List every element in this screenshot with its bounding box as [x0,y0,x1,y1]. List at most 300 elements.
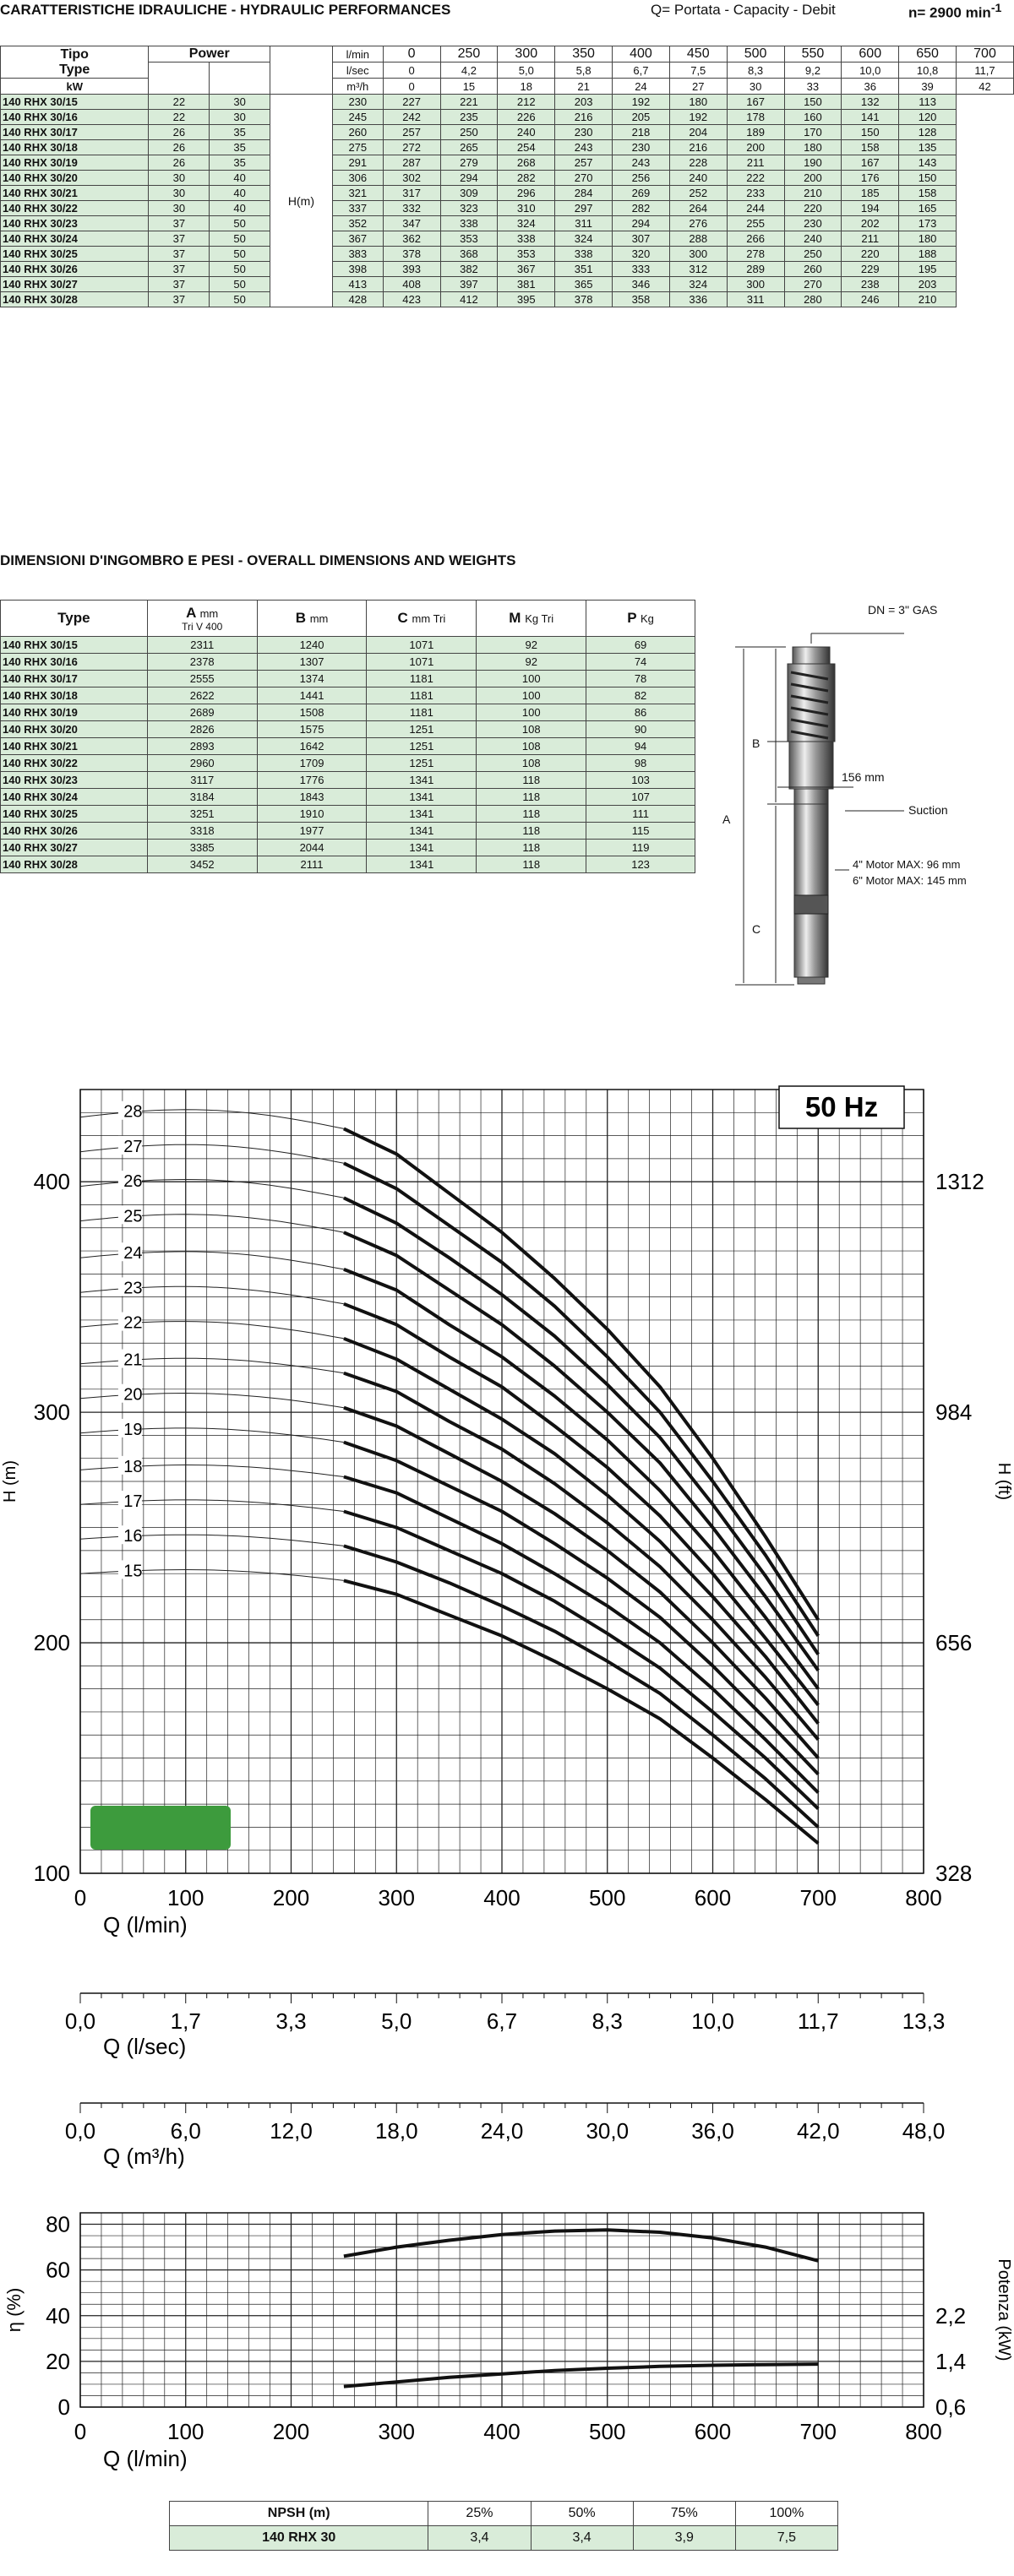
motor6-label: 6" Motor MAX: 145 mm [853,874,967,887]
head-value: 311 [555,216,613,231]
head-value: 282 [498,171,555,186]
mei-badge [90,1806,231,1850]
table-row [1,755,695,772]
head-value: 276 [669,216,727,231]
stage-label: 22 [123,1313,143,1333]
y-tick-label: 400 [33,1169,70,1195]
pump-dimension-drawing [701,591,1014,1022]
axis-tick-label: 3,3 [275,2008,307,2034]
axis-tick-label: 6,7 [486,2008,518,2034]
q-value: 18 [498,79,555,95]
axis-tick-label: 42,0 [796,2118,840,2144]
npsh-col: 75% [633,2502,735,2526]
unit-lmin: l/min [332,46,383,62]
q-value: 6,7 [613,62,670,79]
axis-tick-label: 24,0 [480,2118,524,2144]
head-value: 367 [332,231,383,247]
q-value: 11,7 [956,62,1013,79]
npsh-table [169,2501,838,2551]
dim-value: 100 [477,704,586,721]
axis-tick-label: 48,0 [902,2118,946,2144]
q-value: 30 [727,79,784,95]
stage-label: 18 [123,1457,143,1476]
axis-tick-label: 10,0 [691,2008,734,2034]
power-kw: 30 [149,186,210,201]
head-value: 226 [498,110,555,125]
stage-label: 17 [123,1492,143,1512]
head-value: 323 [440,201,498,216]
head-value: 194 [842,201,899,216]
section-title-hydraulic: CARATTERISTICHE IDRAULICHE - HYDRAULIC PERFORMANCES [0,2,451,18]
table-row [1,704,695,721]
head-value: 320 [613,247,670,262]
head-value: 132 [842,95,899,110]
axis-tick-label: 8,3 [592,2008,623,2034]
head-value: 227 [383,95,440,110]
head-value: 270 [555,171,613,186]
pump-type: 140 RHX 30/22 [1,755,148,772]
dim-value: 1977 [257,823,367,840]
head-value: 287 [383,155,440,171]
dim-value: 1341 [367,789,477,806]
head-value: 413 [332,277,383,292]
npsh-col: 25% [428,2502,531,2526]
head-value: 291 [332,155,383,171]
power-hp: 50 [210,277,270,292]
dim-value: 1307 [257,654,367,671]
head-value: 210 [899,292,957,307]
power-kw: 37 [149,247,210,262]
x-tick-label: 700 [799,2419,837,2444]
table-row [1,216,1014,231]
head-value: 324 [555,231,613,247]
y-tick-label: 0 [57,2394,70,2420]
head-value: 381 [498,277,555,292]
head-value: 242 [383,110,440,125]
head-value: 228 [669,155,727,171]
q-value: 0 [383,46,440,62]
power-hp: 40 [210,201,270,216]
dim-value: 1910 [257,806,367,823]
y-axis-label: H (m) [1,1460,19,1503]
dim-value: 2044 [257,840,367,856]
pump-type: 140 RHX 30/18 [1,687,148,704]
head-curve-chart [0,1073,1014,1976]
dim-value: 92 [477,637,586,654]
head-value: 240 [669,171,727,186]
head-curve-20 [344,1408,818,1758]
axis-tick-label: 36,0 [691,2118,734,2144]
pump-type: 140 RHX 30/26 [1,823,148,840]
head-value: 296 [498,186,555,201]
head-value: 362 [383,231,440,247]
head-curve-21 [344,1373,818,1740]
head-value: 260 [332,125,383,140]
pump-type: 140 RHX 30/23 [1,772,148,789]
head-value: 204 [669,125,727,140]
head-value: 203 [555,95,613,110]
col-power: Power [149,46,270,62]
stage-label: 19 [123,1420,143,1439]
power-kw: 30 [149,201,210,216]
dim-value: 2311 [147,637,257,654]
dim-value: 1709 [257,755,367,772]
head-curve-19 [344,1443,818,1774]
axis-tick-label: 30,0 [586,2118,630,2144]
dim-a-label: A [722,812,731,826]
dim-value: 3117 [147,772,257,789]
pump-type: 140 RHX 30/20 [1,171,149,186]
x-tick-label: 0 [74,2419,87,2444]
head-value: 256 [613,171,670,186]
pump-type: 140 RHX 30/16 [1,654,148,671]
pump-type: 140 RHX 30/28 [1,856,148,873]
head-value: 378 [383,247,440,262]
dim-value: 1071 [367,637,477,654]
power-kw: 37 [149,277,210,292]
power-hp: 50 [210,231,270,247]
dim-value: 3184 [147,789,257,806]
pump-type: 140 RHX 30/18 [1,140,149,155]
dim-value: 1341 [367,806,477,823]
dim-value: 118 [477,806,586,823]
dim-value: 69 [586,637,695,654]
col-type: Tipo Type [1,46,149,79]
motor4-label: 4" Motor MAX: 96 mm [853,858,961,871]
axis-label: Q (m³/h) [103,2144,185,2169]
x-tick-label: 800 [905,2419,942,2444]
dim-value: 107 [586,789,695,806]
pump-type: 140 RHX 30/24 [1,231,149,247]
npsh-header: NPSH (m) [170,2502,428,2526]
power-hp: 30 [210,110,270,125]
dim-value: 108 [477,721,586,738]
pump-type: 140 RHX 30/28 [1,292,149,307]
head-value: 230 [613,140,670,155]
x-tick-label: 500 [589,1885,626,1910]
pump-type: 140 RHX 30/20 [1,721,148,738]
col-b: B mm [257,601,367,637]
head-value: 192 [669,110,727,125]
head-value: 205 [613,110,670,125]
head-value: 212 [498,95,555,110]
dim-value: 1843 [257,789,367,806]
y-tick-label: 80 [46,2211,70,2237]
power-kw: 37 [149,262,210,277]
dim-value: 118 [477,840,586,856]
axis-tick-label: 12,0 [270,2118,313,2144]
y-tick-label: 40 [46,2302,70,2329]
power-hp: 30 [210,95,270,110]
y-tick-label: 300 [33,1399,70,1426]
speed-note: n= 2900 $\min^{-1}$ [908,2,1002,21]
npsh-value: 7,5 [735,2526,837,2551]
dim-value: 1642 [257,738,367,755]
q-value: 36 [842,79,899,95]
q-value: 9,2 [784,62,842,79]
head-value: 365 [555,277,613,292]
head-value: 324 [498,216,555,231]
dim-value: 115 [586,823,695,840]
dim-value: 118 [477,823,586,840]
head-value: 200 [727,140,784,155]
x-tick-label: 100 [167,2419,204,2444]
head-value: 282 [613,201,670,216]
head-value: 336 [669,292,727,307]
head-value: 229 [842,262,899,277]
dim-value: 78 [586,671,695,687]
head-value: 312 [669,262,727,277]
head-value: 306 [332,171,383,186]
head-value: 378 [555,292,613,307]
col-m: M Kg Tri [477,601,586,637]
head-value: 150 [842,125,899,140]
npsh-value: 3,9 [633,2526,735,2551]
axis-tick-label: 0,0 [64,2118,96,2144]
head-value: 412 [440,292,498,307]
head-value: 311 [727,292,784,307]
axis-tick-label: 11,7 [797,2008,839,2034]
dim-value: 1341 [367,840,477,856]
table-row [1,186,1014,201]
q-value: 39 [899,79,957,95]
q-value: 10,8 [899,62,957,79]
dim-b-label: B [752,736,760,750]
dim-value: 119 [586,840,695,856]
dim-value: 118 [477,789,586,806]
power-hp: 50 [210,292,270,307]
table-row [1,738,695,755]
y-right-tick-label: 656 [935,1630,973,1656]
head-value: 257 [555,155,613,171]
table-row [1,772,695,789]
x-tick-label: 700 [799,1885,837,1910]
head-value: 230 [784,216,842,231]
pump-type: 140 RHX 30/21 [1,186,149,201]
head-value: 393 [383,262,440,277]
y-axis-label: η (%) [3,2287,25,2333]
head-value: 346 [613,277,670,292]
power-kw: 37 [149,292,210,307]
dim-value: 1341 [367,823,477,840]
power-hp: 35 [210,155,270,171]
axis-tick-label: 0,0 [64,2008,96,2034]
dim-value: 1341 [367,772,477,789]
q-value: 0 [383,79,440,95]
dim-value: 1071 [367,654,477,671]
table-row [1,840,695,856]
dim-value: 1181 [367,671,477,687]
head-value: 211 [842,231,899,247]
pump-type: 140 RHX 30/24 [1,789,148,806]
head-value: 143 [899,155,957,171]
head-value: 269 [613,186,670,201]
head-value: 338 [440,216,498,231]
x-tick-label: 600 [694,2419,732,2444]
table-row [1,637,695,654]
dim-value: 2960 [147,755,257,772]
table-row [1,110,1014,125]
head-value: 332 [383,201,440,216]
efficiency-power-chart [0,2196,1014,2475]
table-row [1,671,695,687]
head-value: 255 [727,216,784,231]
head-value: 423 [383,292,440,307]
head-value: 200 [784,171,842,186]
q-value: 42 [956,79,1013,95]
table-row [1,125,1014,140]
power-kw: 26 [149,155,210,171]
head-value: 113 [899,95,957,110]
q-value: 450 [669,46,727,62]
head-value: 383 [332,247,383,262]
table-row [1,654,695,671]
head-value: 317 [383,186,440,201]
axis-label: Q (l/sec) [103,2034,187,2059]
dim-value: 3251 [147,806,257,823]
head-value: 260 [784,262,842,277]
head-value: 230 [332,95,383,110]
power-kw: 37 [149,216,210,231]
power-hp: 50 [210,216,270,231]
q-value: 5,8 [555,62,613,79]
head-value: 428 [332,292,383,307]
head-value: 353 [498,247,555,262]
x-tick-label: 0 [74,1885,87,1910]
head-value: 211 [727,155,784,171]
hz-box [779,1086,904,1128]
dim-value: 103 [586,772,695,789]
axis-tick-label: 6,0 [170,2118,201,2144]
pump-type: 140 RHX 30/17 [1,125,149,140]
head-value: 150 [899,171,957,186]
y-right-tick-label: 2,2 [935,2302,967,2329]
axis-tick-label: 5,0 [381,2008,412,2034]
head-value: 180 [669,95,727,110]
x-tick-label: 400 [483,2419,521,2444]
q-value: 600 [842,46,899,62]
table-row [1,806,695,823]
dim-value: 1251 [367,755,477,772]
x-axis-label: Q (l/min) [103,2446,188,2471]
dim-value: 118 [477,772,586,789]
q-value: 700 [956,46,1013,62]
pump-type: 140 RHX 30/27 [1,277,149,292]
head-value: 351 [555,262,613,277]
pump-type: 140 RHX 30/23 [1,216,149,231]
head-value: 170 [784,125,842,140]
q-value: 650 [899,46,957,62]
y-right-tick-label: 1,4 [935,2348,967,2374]
suction-label: Suction [908,803,948,817]
dim-value: 100 [477,671,586,687]
head-value: 275 [332,140,383,155]
dim-value: 82 [586,687,695,704]
x-axis-label: Q (l/min) [103,1912,188,1937]
table-row [1,292,1014,307]
pump-type: 140 RHX 30/21 [1,738,148,755]
head-value: 188 [899,247,957,262]
dim-value: 2689 [147,704,257,721]
dim-value: 100 [477,687,586,704]
head-value: 202 [842,216,899,231]
table-row [1,856,695,873]
x-tick-label: 300 [378,2419,415,2444]
stage-label: 28 [123,1102,143,1122]
power-hp: 35 [210,125,270,140]
head-value: 185 [842,186,899,201]
power-kw: 30 [149,171,210,186]
dim-value: 1251 [367,738,477,755]
table-row [1,721,695,738]
stage-label: 26 [123,1172,143,1192]
head-value: 300 [669,247,727,262]
table-row [1,95,1014,110]
section-title-dimensions: DIMENSIONI D'INGOMBRO E PESI - OVERALL DIMENSIONS AND WEIGHTS [0,552,516,568]
table-row [1,140,1014,155]
pump-type: 140 RHX 30/16 [1,110,149,125]
col-c: C mm Tri [367,601,477,637]
pump-type: 140 RHX 30/27 [1,840,148,856]
page-header [0,0,1014,24]
axis-tick-label: 18,0 [374,2118,418,2144]
y-right-tick-label: 328 [935,1861,973,1886]
head-value: 222 [727,171,784,186]
head-value: 244 [727,201,784,216]
x-tick-label: 500 [589,2419,626,2444]
stage-label: 23 [123,1279,143,1298]
dim-value: 2111 [257,856,367,873]
x-tick-label: 100 [167,1885,204,1910]
table-row [1,171,1014,186]
table-row [1,155,1014,171]
head-value: 190 [784,155,842,171]
q-value: 21 [555,79,613,95]
hydraulic-performance-table [0,46,1014,307]
power-kw: 26 [149,140,210,155]
head-value: 294 [440,171,498,186]
dim-value: 1508 [257,704,367,721]
pump-type: 140 RHX 30/22 [1,201,149,216]
head-label: H(m) [270,95,333,307]
q-value: 5,0 [498,62,555,79]
head-value: 278 [727,247,784,262]
head-value: 203 [899,277,957,292]
dim-value: 111 [586,806,695,823]
head-value: 220 [842,247,899,262]
head-value: 246 [842,292,899,307]
head-value: 289 [727,262,784,277]
head-value: 243 [613,155,670,171]
dim-value: 92 [477,654,586,671]
x-tick-label: 800 [905,1885,942,1910]
dim-value: 123 [586,856,695,873]
head-curve-25 [344,1232,818,1671]
dim-value: 3385 [147,840,257,856]
head-value: 309 [440,186,498,201]
npsh-col: 100% [735,2502,837,2526]
pump-type: 140 RHX 30/26 [1,262,149,277]
col-type: Type [1,601,148,637]
head-value: 210 [784,186,842,201]
q-value: 350 [555,46,613,62]
axis-lsec [0,1976,1014,2061]
head-value: 235 [440,110,498,125]
table-row [1,277,1014,292]
x-tick-label: 200 [272,2419,310,2444]
stage-label: 27 [123,1137,143,1156]
head-value: 167 [842,155,899,171]
